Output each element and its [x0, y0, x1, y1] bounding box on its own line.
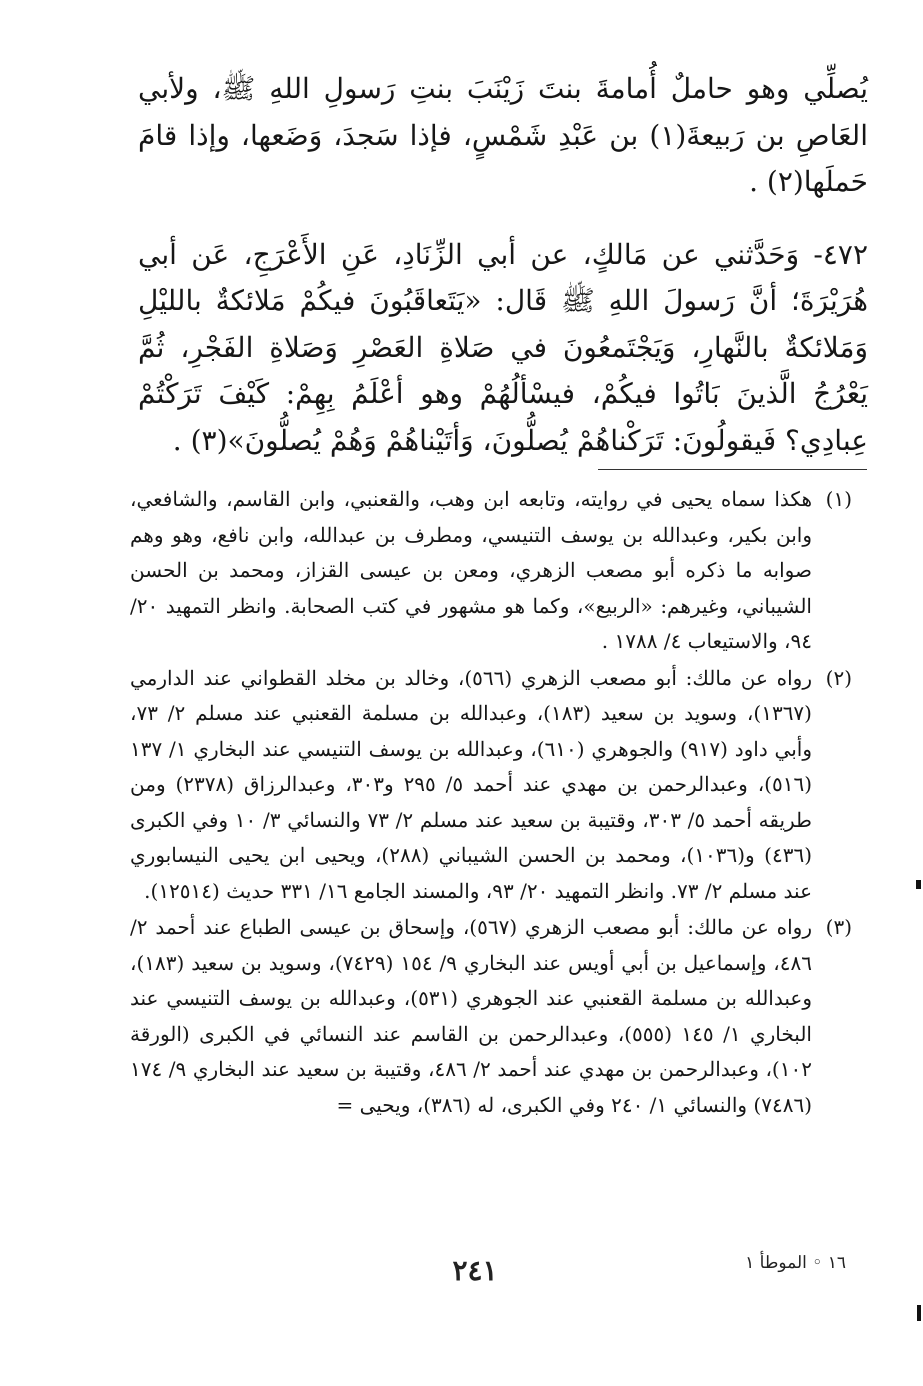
footnote-2	[130, 661, 852, 910]
footnote-text: رواه عن مالك: أبو مصعب الزهري (٥٦٦)، وخالد بن مخلد القطواني عند الدارمي (١٣٦٧)، وسويد بن سعيد (١٨٣)، وعبدالله بن مسلمة القعنبي عند مسلم ٢/ ٧٣، وأبي داود (٩١٧) والجوهري (٦١٠)، وعبدالله بن يوسف التنيسي عند البخاري ١/ ١٣٧ (٥١٦)، وعبدالرحمن بن مهدي عند أحمد ٥/ ٢٩٥ و٣٠٣، وعبدالرزاق (٢٣٧٨) ومن طريقه أحمد ٥/ ٣٠٣، وقتيبة بن سعيد عند مسلم ٢/ ٧٣ والنسائي ٣/ ١٠ وفي الكبرى (٤٣٦) و(١٠٣٦)، ومحمد بن الحسن الشيباني (٢٨٨)، ويحيى ابن يحيى النيسابوري عند مسلم ٢/ ٧٣. وانظر التمهيد ٢٠/ ٩٣، والمسند الجامع ١٦/ ٣٣١ حديث (١٢٥١٤).	[130, 665, 813, 903]
footnote-text: هكذا سماه يحيى في روايته، وتابعه ابن وهب، والقعنبي، وابن القاسم، والشافعي، وابن بكير، وعبدالله بن يوسف التنيسي، ومطرف بن عبدالله، وابن نافع، وهو وهم صوابه ما ذكره أبو مصعب الزهري، ومعن بن عيسى القزاز، ومحمد بن الحسن الشيباني، وغيرهم: «الربيع»، وكما هو مشهور في كتب الصحابة. وانظر التمهيد ٢٠/ ٩٤، والاستيعاب ٤/ ١٧٨٨ .	[130, 487, 812, 653]
hadith-472: ٤٧٢- وَحَدَّثني عن مَالكٍ، عن أبي الزِّنَادِ، عَنِ الأَعْرَجِ، عَن أبي هُرَيْرَةَ؛ أنَّ رَسولَ اللهِ ﷺ قَال: «يَتَعاقَبُونَ فيكُمْ مَلائكةٌ بالليْلِ وَمَلائكةٌ بالنَّهارِ، وَيَجْتَمعُونَ في صَلاةِ العَصْرِ وَصَلاةِ الفَجْرِ، ثُمَّ يَعْرُجُ الَّذينَ بَاتُوا فيكُمْ، فيسْألُهُمْ وهو أعْلَمُ بِهِمْ: كَيْفَ تَرَكْتُمْ عِبادِي؟ فَيقولُونَ: تَرَكْناهُمْ يُصلُّونَ، وَأتَيْناهُمْ وَهُمْ يُصلُّونَ»(٣) .	[138, 237, 868, 457]
footnote-separator	[598, 469, 867, 470]
scan-edge-mark	[916, 880, 921, 889]
footnote-3	[130, 910, 852, 1123]
footnote-text: رواه عن مالك: أبو مصعب الزهري (٥٦٧)، وإسحاق بن عيسى الطباع عند أحمد ٢/ ٤٨٦، وإسماعيل بن أبي أويس عند البخاري ٩/ ١٥٤ (٧٤٢٩)، وسويد بن سعيد (١٨٣)، وعبدالله بن مسلمة القعنبي عند الجوهري (٥٣١)، وعبدالله بن يوسف التنيسي عند البخاري ١/ ١٤٥ (٥٥٥)، وعبدالرحمن بن القاسم عند النسائي في الكبرى (الورقة ١٠٢)، وعبدالرحمن بن مهدي عند أحمد ٢/ ٤٨٦، وقتيبة بن سعيد عند البخاري ٩/ ١٧٤ (٧٤٨٦) والنسائي ١/ ٢٤٠ وفي الكبرى، له (٣٨٦)، ويحيى =	[130, 915, 812, 1117]
footnotes	[130, 482, 852, 1123]
hadith-471-ending: يُصلِّي وهو حاملٌ أُمامةَ بنتَ زَيْنَبَ بنتِ رَسولِ اللهِ ﷺ، ولأبي العَاصِ بن رَبيعةَ(١) بن عَبْدِ شَمْسٍ، فإذا سَجدَ، وَضَعها، وإذا قامَ حَملَها(٢) .	[138, 72, 868, 198]
footnote-number: (٣)	[825, 915, 852, 939]
hadith-text	[138, 66, 868, 464]
printer-signature: ١٦ ◦ الموطأ ١	[745, 1253, 846, 1273]
scan-edge-mark	[917, 1305, 921, 1321]
footnote-number: (٢)	[825, 665, 852, 690]
footnote-1	[130, 482, 852, 660]
footnote-number: (١)	[825, 487, 852, 511]
page-number: ٢٤١	[452, 1254, 498, 1287]
